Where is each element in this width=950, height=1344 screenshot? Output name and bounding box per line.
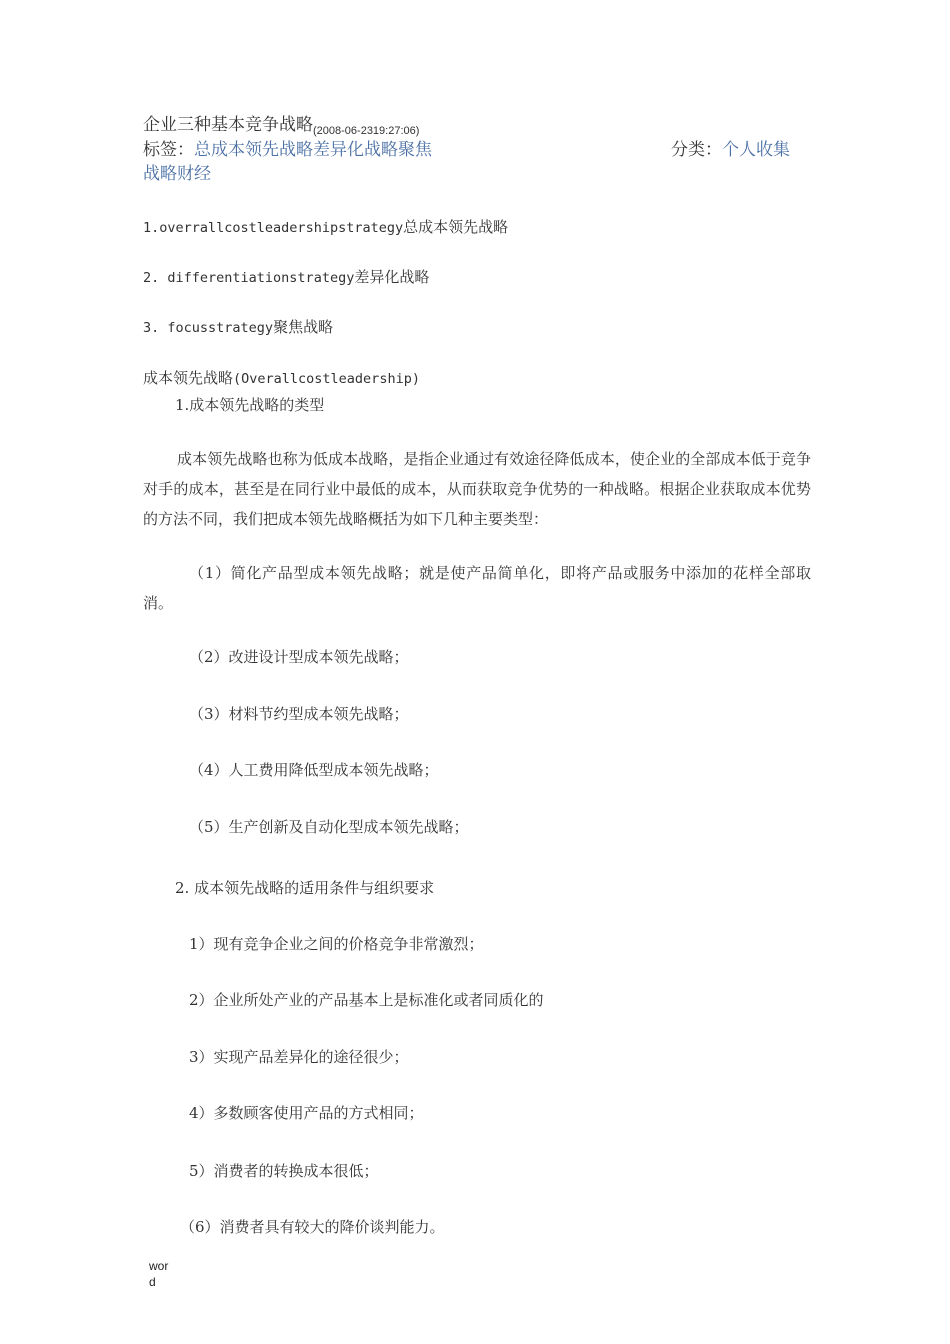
strategy-en: differentiationstrategy bbox=[167, 270, 355, 286]
type-item-5: （5）生产创新及自动化型成本领先战略； bbox=[189, 818, 469, 836]
strategy-zh: 聚焦战略 bbox=[273, 318, 334, 336]
strategy-en: overrallcostleadershipstrategy bbox=[159, 220, 404, 236]
tags-label: 标签： bbox=[143, 140, 194, 160]
type-item-4: （4）人工费用降低型成本领先战略； bbox=[189, 761, 439, 779]
timestamp: (2008-06-2319:27:06) bbox=[313, 125, 420, 137]
condition-item-5: 5）消费者的转换成本很低； bbox=[189, 1162, 379, 1180]
tags-link[interactable]: 总成本领先战略差异化战略聚焦 bbox=[194, 140, 432, 160]
strategy-num: 2. bbox=[143, 270, 168, 286]
section-heading-zh: 成本领先战略 bbox=[143, 369, 234, 387]
document-title bbox=[143, 114, 419, 138]
strategy-num: 3. bbox=[143, 320, 168, 336]
strategy-zh: 差异化战略 bbox=[354, 268, 430, 286]
type-item-3: （3）材料节约型成本领先战略； bbox=[189, 705, 409, 723]
category-label: 分类： bbox=[671, 140, 722, 160]
strategy-num: 1. bbox=[143, 220, 160, 236]
strategy-item-3 bbox=[143, 316, 333, 339]
category-row bbox=[671, 138, 790, 162]
subheading-types: 1.成本领先战略的类型 bbox=[175, 396, 325, 414]
type-item-2: （2）改进设计型成本领先战略； bbox=[189, 648, 409, 666]
tags-link-continued[interactable]: 战略财经 bbox=[143, 164, 211, 184]
section-heading bbox=[143, 367, 420, 390]
strategy-en: focusstrategy bbox=[167, 320, 274, 336]
tags-row bbox=[143, 138, 432, 162]
strategy-item-2 bbox=[143, 266, 429, 289]
title-text: 企业三种基本竞争战略 bbox=[143, 115, 313, 135]
condition-item-3: 3）实现产品差异化的途径很少； bbox=[189, 1048, 409, 1066]
strategy-zh: 总成本领先战略 bbox=[403, 218, 509, 236]
section-heading-en: (Overallcostleadership) bbox=[233, 371, 420, 387]
condition-item-1: 1）现有竞争企业之间的价格竞争非常激烈； bbox=[189, 935, 484, 953]
condition-item-4: 4）多数顾客使用产品的方式相同； bbox=[189, 1104, 424, 1122]
type-item-1: （1）简化产品型成本领先战略；就是使产品简单化，即将产品或服务中添加的花样全部取消。 bbox=[143, 564, 811, 612]
strategy-item-1 bbox=[143, 216, 508, 239]
subheading-conditions: 2. 成本领先战略的适用条件与组织要求 bbox=[175, 879, 435, 897]
category-link[interactable]: 个人收集 bbox=[722, 140, 790, 160]
condition-item-6: （6）消费者具有较大的降价谈判能力。 bbox=[180, 1218, 445, 1236]
condition-item-2: 2）企业所处产业的产品基本上是标准化或者同质化的 bbox=[189, 991, 544, 1009]
footer-word-label: word bbox=[149, 1259, 169, 1289]
intro-paragraph: 成本领先战略也称为低成本战略，是指企业通过有效途径降低成本，使企业的全部成本低于竞争对手的成本，甚至是在同行业中最低的成本，从而获取竞争优势的一种战略。根据企业获取成本优势的方法不同，我们把成本领先战略概括为如下几种主要类型： bbox=[143, 450, 811, 528]
